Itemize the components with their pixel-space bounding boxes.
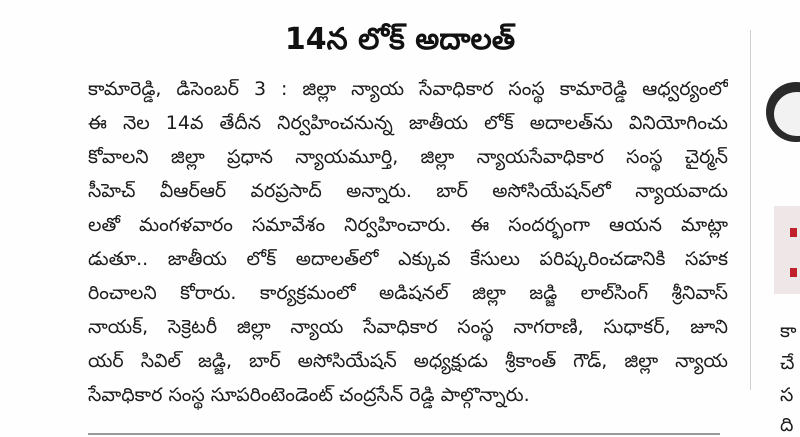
article-line: రించాలని కోరారు. కార్యక్రమంలో అడిషనల్ జిల్లా జడ్జి లాల్‌సింగ్ శ్రీనివాస్ bbox=[88, 282, 728, 304]
article-line: లతో మంగళవారం సమావేశం నిర్వహించారు. ఈ సందర్భంగా ఆయన మాట్లా bbox=[88, 214, 728, 236]
article-line: కామారెడ్డి, డిసెంబర్ 3 : జిల్లా న్యాయ సేవాధికార సంస్థ కామారెడ్డి ఆధ్వర్యంలో bbox=[88, 78, 728, 100]
column-divider bbox=[750, 30, 751, 390]
bullet-icon bbox=[790, 268, 797, 277]
neighbor-text-fragment: ది bbox=[780, 414, 794, 436]
article-line: సేవాధికార సంస్థ సూపరింటెండెంట్ చంద్రసేన్ రెడ్డి పాల్గొన్నారు. bbox=[88, 384, 530, 406]
article-line: నాయక్, సెక్రెటరీ జిల్లా న్యాయ సేవాధికార సంస్థ నాగరాణి, సుధాకర్, జూని bbox=[88, 316, 728, 338]
neighbor-text-fragment: స bbox=[780, 384, 794, 406]
bullet-icon bbox=[790, 228, 797, 237]
article-body bbox=[88, 72, 728, 412]
neighbor-text-fragment: కా bbox=[780, 320, 797, 342]
article-headline: 14న లోక్ అదాలత్ bbox=[284, 22, 516, 57]
article-line: సీహెచ్ వీఆర్ఆర్ వరప్రసాద్ అన్నారు. బార్ అసోసియేషన్‌లో న్యాయవాదు bbox=[88, 180, 728, 202]
article-line: యర్ సివిల్ జడ్జి, బార్ అసోసియేషన్ అధ్యక్షుడు శ్రీకాంత్ గౌడ్, జిల్లా న్యాయ bbox=[88, 350, 728, 372]
neighbor-text-fragment: చే bbox=[780, 352, 795, 374]
neighbor-column bbox=[760, 0, 800, 437]
article-line: ఈ నెల 14వ తేదీన నిర్వహించనున్న జాతీయ లోక్ అదాలత్‌ను వినియోగించు bbox=[88, 112, 728, 134]
article-line: కోవాలని జిల్లా ప్రధాన న్యాయమూర్తి, జిల్లా న్యాయసేవాధికార సంస్థ చైర్మన్ bbox=[88, 146, 728, 168]
article-bottom-rule bbox=[88, 433, 720, 435]
neighbor-highlight-band bbox=[774, 206, 800, 294]
article-line: డుతూ.. జాతీయ లోక్ అదాలత్‌లో ఎక్కువ కేసులు పరిష్కరించడానికి సహక bbox=[88, 248, 728, 270]
